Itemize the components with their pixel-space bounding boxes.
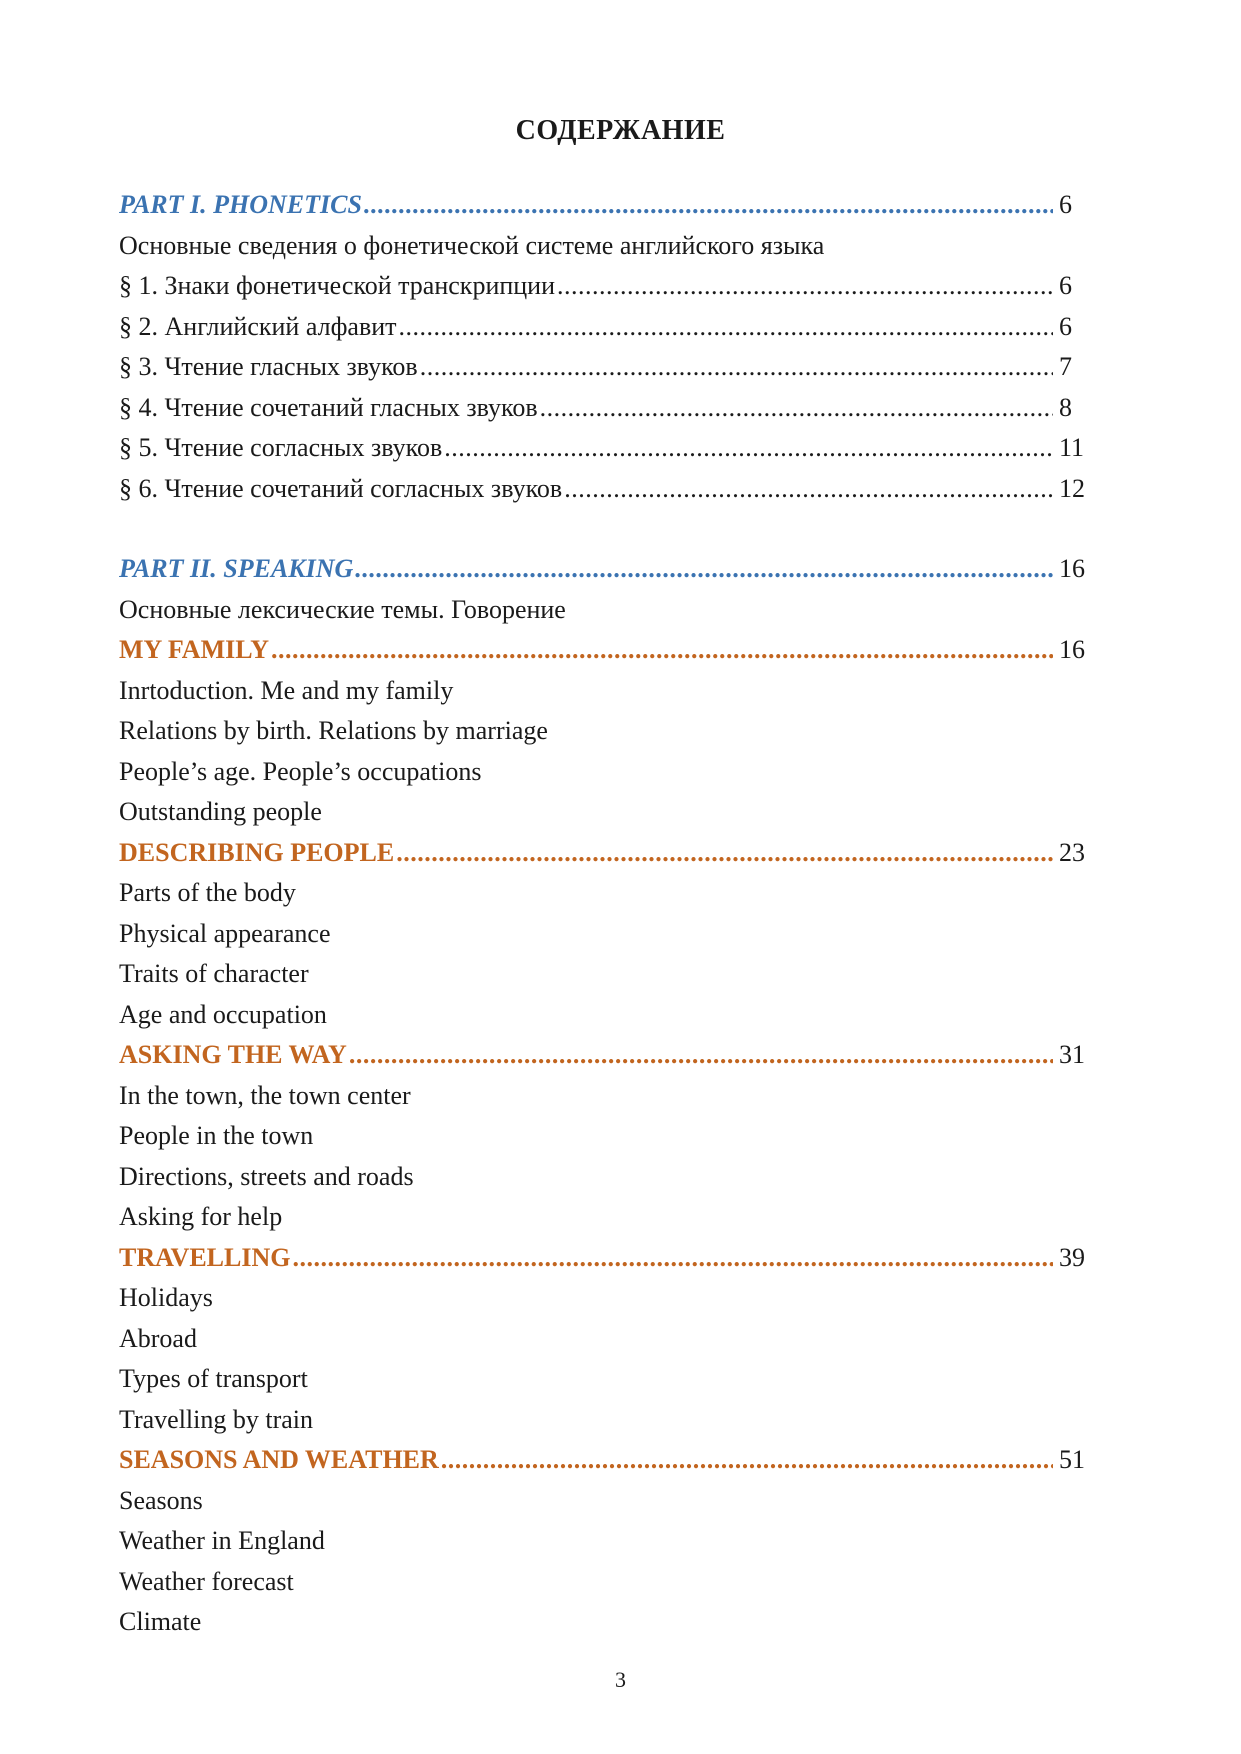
toc-topic-label: SEASONS AND WEATHER	[119, 1445, 439, 1474]
topic-subitem: Weather forecast	[119, 1566, 294, 1596]
leader-dots	[292, 1238, 1053, 1279]
table-of-contents	[119, 185, 1097, 1643]
toc-entry[interactable]	[119, 428, 1097, 469]
toc-entry-label: § 2. Английский алфавит	[119, 311, 397, 341]
toc-topic-asking-the-way[interactable]	[119, 1035, 1097, 1076]
topic-subitem: Inrtoduction. Me and my family	[119, 675, 454, 705]
leader-dots	[399, 307, 1053, 348]
topic-subitem: Directions, streets and roads	[119, 1161, 414, 1191]
toc-topic-label: DESCRIBING PEOPLE	[119, 837, 395, 867]
toc-topic-travelling[interactable]	[119, 1238, 1097, 1279]
toc-entry-label: § 1. Знаки фонетической транскрипции	[119, 271, 556, 300]
leader-dots	[271, 630, 1053, 671]
leader-dots	[364, 185, 1053, 226]
leader-dots	[441, 1440, 1053, 1481]
topic-subitem: Outstanding people	[119, 797, 322, 826]
toc-entry-label: § 3. Чтение гласных звуков	[119, 352, 418, 381]
toc-topic-describing-people[interactable]	[119, 833, 1097, 874]
leader-dots	[349, 1035, 1053, 1076]
topic-subitem: Climate	[119, 1607, 202, 1636]
toc-entry-page: 12	[1059, 473, 1085, 503]
topic-subitem: Relations by birth. Relations by marriage	[119, 716, 548, 745]
toc-entry-page: 7	[1059, 352, 1072, 381]
topic-subitem: Age and occupation	[119, 999, 327, 1029]
topic-subitem: Seasons	[119, 1485, 203, 1515]
leader-dots	[557, 266, 1053, 307]
toc-entry-part-2[interactable]	[119, 549, 1097, 590]
section-subtitle: Основные сведения о фонетической системе английского языка	[119, 230, 825, 260]
leader-dots	[420, 347, 1053, 388]
toc-entry[interactable]	[119, 469, 1097, 510]
leader-dots	[396, 833, 1053, 874]
toc-entry-label: § 6. Чтение сочетаний согласных звуков	[119, 473, 563, 503]
toc-entry-page: 6	[1059, 311, 1072, 341]
topic-subitem: Physical appearance	[119, 918, 331, 948]
topic-subitem: Holidays	[119, 1283, 213, 1312]
toc-entry-page: 51	[1059, 1445, 1085, 1474]
toc-entry-part-1[interactable]	[119, 185, 1097, 226]
toc-entry-page: 23	[1059, 837, 1085, 867]
toc-entry[interactable]	[119, 347, 1097, 388]
topic-subitem: Asking for help	[119, 1202, 283, 1231]
toc-entry-page: 6	[1059, 271, 1072, 300]
toc-topic-label: MY FAMILY	[119, 635, 269, 664]
toc-topic-my-family[interactable]	[119, 630, 1097, 671]
toc-entry-page: 8	[1059, 392, 1072, 422]
page-number: 3	[615, 1667, 626, 1692]
toc-entry[interactable]	[119, 266, 1097, 307]
leader-dots	[444, 428, 1053, 469]
leader-dots	[540, 388, 1053, 429]
toc-entry-page: 6	[1059, 190, 1072, 219]
topic-subitem: Parts of the body	[119, 878, 296, 907]
topic-subitem: Traits of character	[119, 959, 309, 988]
toc-entry-page: 16	[1059, 635, 1085, 664]
toc-topic-label: ASKING THE WAY	[119, 1040, 347, 1069]
toc-entry-page: 31	[1059, 1040, 1085, 1069]
toc-entry-page: 16	[1059, 554, 1085, 583]
toc-entry-label: PART II. SPEAKING	[119, 554, 354, 583]
leader-dots	[564, 469, 1053, 510]
toc-topic-label: TRAVELLING	[119, 1242, 291, 1272]
topic-subitem: Weather in England	[119, 1526, 325, 1555]
topic-subitem: People in the town	[119, 1121, 314, 1150]
toc-entry-page: 11	[1059, 433, 1085, 462]
toc-entry[interactable]	[119, 307, 1097, 348]
toc-entry-label: PART I. PHONETICS	[119, 190, 362, 219]
topic-subitem: People’s age. People’s occupations	[119, 756, 482, 786]
toc-entry-label: § 5. Чтение согласных звуков	[119, 433, 443, 462]
toc-entry[interactable]	[119, 388, 1097, 429]
leader-dots	[355, 549, 1053, 590]
topic-subitem: Abroad	[119, 1323, 197, 1353]
topic-subitem: Travelling by train	[119, 1404, 314, 1434]
toc-topic-seasons-and-weather[interactable]	[119, 1440, 1097, 1481]
toc-entry-page: 39	[1059, 1242, 1085, 1272]
page-title: СОДЕРЖАНИЕ	[515, 115, 726, 146]
section-subtitle: Основные лексические темы. Говорение	[119, 594, 566, 624]
topic-subitem: In the town, the town center	[119, 1080, 411, 1110]
topic-subitem: Types of transport	[119, 1364, 308, 1393]
toc-entry-label: § 4. Чтение сочетаний гласных звуков	[119, 392, 538, 422]
